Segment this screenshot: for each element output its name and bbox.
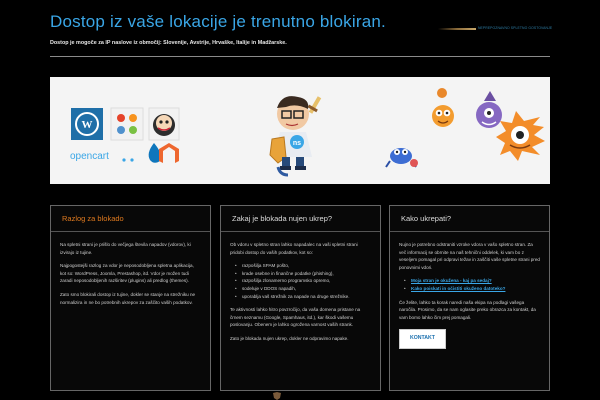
footer-shield-icon — [272, 392, 282, 400]
list-item — [399, 277, 540, 285]
panel-why-outro-2: Zato je blokada nujen ukrep, dokler ne odpravimo napake. — [230, 335, 349, 341]
list-item: • uporablja vaš strežnik za napade na druge strežnike. — [230, 293, 371, 301]
panel-reason — [50, 205, 211, 391]
header-divider — [50, 56, 550, 57]
panel-why-list — [230, 262, 371, 300]
panel-reason-text-2: Najpogostejši razlog za vdor je neposodobljena spletna aplikacija, kot so: WordPress, Joomla, Prestashop, itd. Vdor je možen tudi zaradi neposodobljenih razširitev (plugins) ali predlog (themes). — [60, 263, 194, 284]
hosting-logo[interactable] — [438, 24, 553, 34]
blue-monster-icon — [386, 148, 418, 167]
list-item — [399, 285, 540, 293]
panel-why — [220, 205, 381, 391]
panel-reason-body — [51, 232, 210, 306]
logo-swoosh-icon — [438, 28, 476, 30]
banner-illustration — [50, 77, 550, 184]
panel-action-outro: Če želite, lahko ta korak naredi naša ekipa na podlagi vašega naročila. Prosimo, da se nam oglasite preko obrazca za kontakt, da vam bomo lahko čim prej pomagali. — [399, 299, 536, 320]
panel-reason-text-3: Zato smo blokirali dostop iz tujine, dokler se stanje na strežniku ne normalizira in ne bo potrebnih ukrepov za zaščito vaših podatkov. — [60, 291, 196, 305]
joomla-logo-icon — [111, 108, 143, 140]
orange-spiky-monster-icon — [496, 111, 545, 161]
panel-action-body — [390, 232, 549, 349]
mascot-badge: ns — [292, 140, 302, 147]
panel-why-body — [221, 232, 380, 343]
magento-logo-icon — [159, 143, 179, 163]
panel-action-title: Kako ukrepati? — [390, 206, 549, 232]
list-item: • razpošilja zlonamerno programsko opremo, — [230, 277, 371, 285]
list-item: • sodeluje v DDOS napadih, — [230, 285, 371, 293]
list-item: • razpošilja SPAM pošto, — [230, 262, 371, 270]
panel-action-intro: Nujno je potrebno odstraniti vzroke vdora v vašo spletno stran. Za več informacij se obrnite na naš tehnični oddelek, ki vam bo z veseljem pomagal pri odpravi težav in zaščiti vaše spletne strani pred ponovnimi vdori. — [399, 242, 540, 270]
panel-action-links — [399, 277, 540, 292]
list-item: • krade osebne in finančne podatke (phishing), — [230, 270, 371, 278]
svg-text:W: W — [81, 119, 93, 131]
purple-monster-icon — [476, 91, 502, 128]
panel-why-title: Zakaj je blokada nujen ukrep? — [221, 206, 380, 232]
panel-reason-text-1: Na spletni strani je prišlo do večjega števila napadov (vdorov), ki izvirajo iz tujine. — [60, 242, 191, 255]
contact-button[interactable]: KONTAKT — [399, 329, 446, 349]
mascot-hero-icon — [270, 96, 321, 175]
panel-why-outro: Te aktivnosti lahko hitro povzročijo, da vaša domena pristane na črnem seznamu (Google, Spamhaus, itd.), kar škodi vašemu poslovanju. Obenem je lahko ogrožena varnost vaših strank. — [230, 307, 361, 328]
link-infected-site[interactable]: Moja stran je okužena - kaj pa sedaj? — [411, 278, 492, 284]
panel-reason-title: Razlog za blokado — [51, 206, 210, 232]
header — [50, 8, 553, 58]
panel-why-intro: Ob vdoru v spletno stran lahko napadalec na vaši spletni strani pridobi dostop do vaših podatkov, kot so: — [230, 242, 358, 255]
page-subtitle: Dostop je mogoče za IP naslove iz območij: Slovenije, Avstrije, Hrvaške, Italije in Madžarske. — [50, 40, 287, 46]
prestashop-logo-icon — [149, 108, 179, 140]
orange-monster-icon — [432, 88, 454, 127]
panel-action — [389, 205, 550, 391]
page-title: Dostop iz vaše lokacije je trenutno blokiran. — [50, 12, 386, 31]
link-clean-file[interactable]: Kako poiskati in očistiti okuženo datoteko? — [411, 285, 506, 291]
opencart-logo-icon — [70, 151, 134, 162]
hero-banner — [50, 77, 550, 184]
opencart-label: opencart — [70, 151, 109, 162]
wordpress-logo-icon — [71, 108, 103, 140]
logo-text: NEPREPOZNAVNO SPLETNO GOSTOVANJE — [478, 26, 553, 30]
